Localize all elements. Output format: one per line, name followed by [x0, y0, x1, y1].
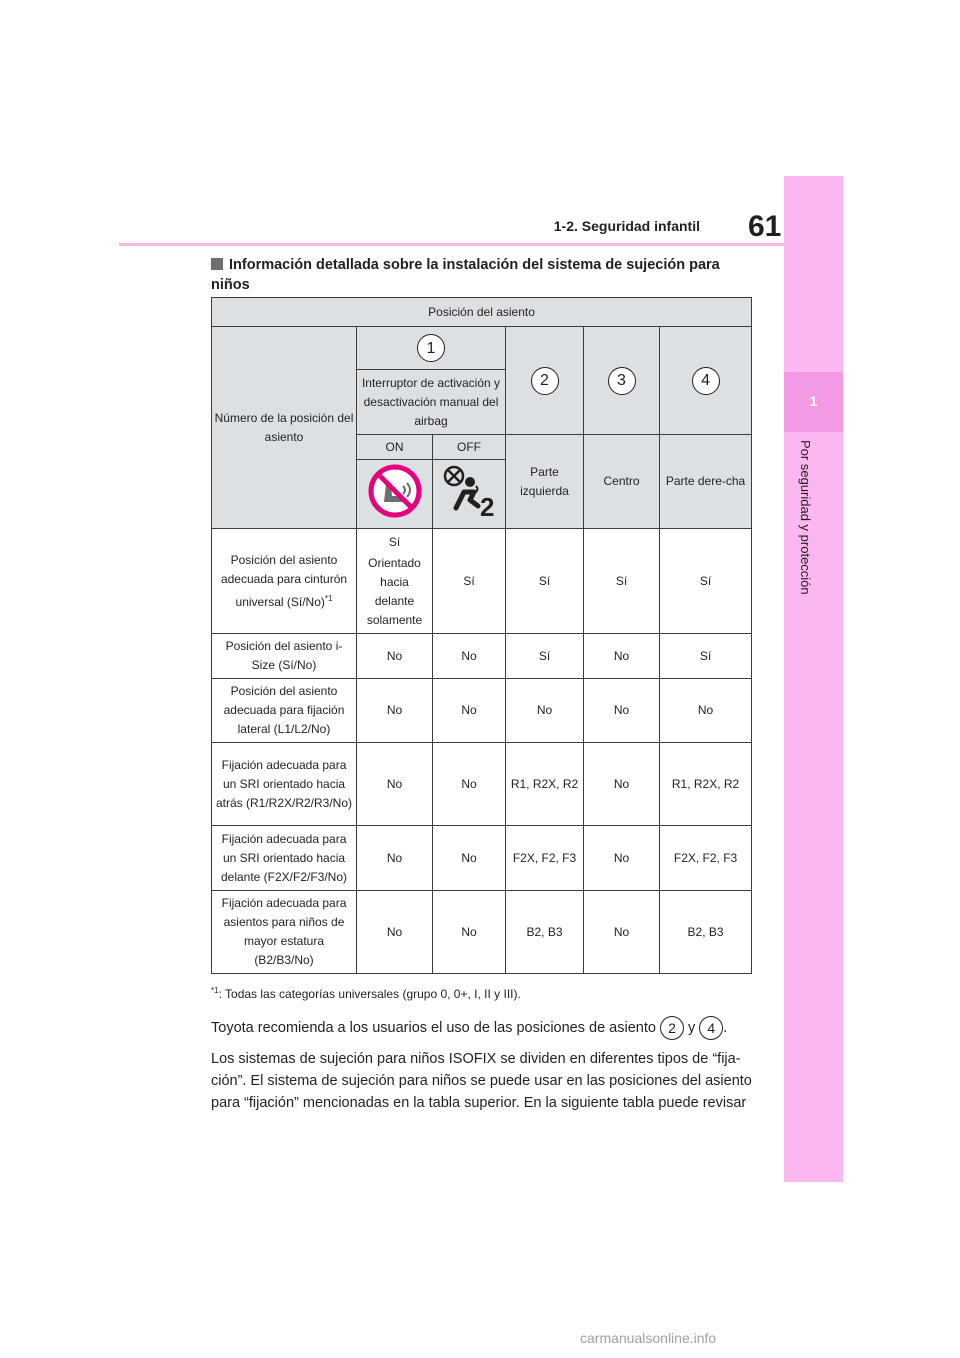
airbag-on-prohibited-icon — [366, 462, 424, 520]
cell-right: Sí — [660, 634, 752, 679]
cell-left: Sí — [506, 529, 584, 634]
cell-center: Sí — [584, 529, 660, 634]
cell-on — [357, 529, 433, 634]
side-tab-label: Por seguridad y protección — [798, 440, 813, 595]
recommendation-paragraph — [211, 1016, 756, 1040]
recommendation-and: y — [688, 1019, 696, 1036]
cell-left: F2X, F2, F3 — [506, 826, 584, 891]
header-seat-1 — [357, 327, 506, 370]
recommendation-text: Toyota recomienda a los usuarios el uso de las posiciones de asiento — [211, 1019, 656, 1036]
cell-on: No — [357, 891, 433, 974]
row-label — [212, 529, 357, 634]
cell-right: B2, B3 — [660, 891, 752, 974]
table-header-row — [212, 298, 752, 327]
side-tab — [784, 176, 843, 1182]
cell-on: No — [357, 743, 433, 826]
seat-4-number: 4 — [692, 367, 720, 395]
footnote-mark: *1 — [211, 986, 219, 995]
cell-off: Sí — [433, 529, 506, 634]
table-row — [212, 891, 752, 974]
row-label: Fijación adecuada para un SRI orientado hacia atrás (R1/R2X/R2/R3/No) — [212, 743, 357, 826]
cell-center: No — [584, 634, 660, 679]
cell-on: No — [357, 679, 433, 743]
square-bullet-icon — [211, 258, 223, 270]
header-right: Parte dere-cha — [660, 435, 752, 529]
header-seat-4 — [660, 327, 752, 435]
section-title-text: Información detallada sobre la instalación del sistema de sujeción para niños — [211, 257, 720, 293]
header-left: Parte izquierda — [506, 435, 584, 529]
row-label: Posición del asiento i-Size (Sí/No) — [212, 634, 357, 679]
cell-center: No — [584, 679, 660, 743]
cell-on-value: Sí — [388, 534, 401, 549]
recommendation-end: . — [723, 1019, 728, 1036]
header-off-icon-cell — [433, 460, 506, 529]
header-on-icon-cell — [357, 460, 433, 529]
seat-2-number: 2 — [531, 367, 559, 395]
cell-center: No — [584, 743, 660, 826]
cell-center: No — [584, 826, 660, 891]
chapter-heading: 1-2. Seguridad infantil — [553, 218, 700, 234]
footnote-ref: *1 — [324, 593, 333, 603]
cell-center: No — [584, 891, 660, 974]
header-on: ON — [357, 435, 433, 460]
cell-on: No — [357, 634, 433, 679]
row-label: Posición del asiento adecuada para fijación lateral (L1/L2/No) — [212, 679, 357, 743]
cell-right: No — [660, 679, 752, 743]
header-seat-3 — [584, 327, 660, 435]
cell-right: R1, R2X, R2 — [660, 743, 752, 826]
header-seat-position: Posición del asiento — [212, 298, 752, 327]
cell-left: Sí — [506, 634, 584, 679]
table-row — [212, 529, 752, 634]
cell-left: B2, B3 — [506, 891, 584, 974]
seat-3-number: 3 — [608, 367, 636, 395]
header-center: Centro — [584, 435, 660, 529]
cell-left: No — [506, 679, 584, 743]
footnote-text: : Todas las categorías universales (grupo 0, 0+, I, II y III). — [218, 987, 521, 1001]
header-airbag-switch: Interruptor de activación y desactivación manual del airbag — [357, 370, 506, 435]
airbag-off-icon-digit: 2 — [480, 492, 495, 520]
watermark: carmanualsonline.info — [580, 1330, 717, 1346]
isofix-paragraph: Los sistemas de sujeción para niños ISOFIX se dividen en diferentes tipos de “fija-ción”. El sistema de sujeción para niños se puede usar en las posiciones del asiento para “fijación” mencionadas en la tabla superior. En la siguiente tabla puede revisar — [211, 1051, 752, 1111]
row-label: Fijación adecuada para un SRI orientado hacia delante (F2X/F2/F3/No) — [212, 826, 357, 891]
cell-off: No — [433, 679, 506, 743]
table-row — [212, 826, 752, 891]
cell-off: No — [433, 743, 506, 826]
section-title — [211, 255, 751, 295]
header-rule — [119, 243, 784, 246]
cell-off: No — [433, 634, 506, 679]
table-row — [212, 679, 752, 743]
table-header-row — [212, 327, 752, 370]
cell-left: R1, R2X, R2 — [506, 743, 584, 826]
seat-2-symbol: 2 — [660, 1016, 684, 1040]
cell-off: No — [433, 826, 506, 891]
side-tab-number: 1 — [809, 393, 818, 409]
table-row — [212, 634, 752, 679]
header-off: OFF — [433, 435, 506, 460]
cell-right: F2X, F2, F3 — [660, 826, 752, 891]
seat-1-number: 1 — [417, 334, 445, 362]
cell-on: No — [357, 826, 433, 891]
cell-off: No — [433, 891, 506, 974]
seat-table — [211, 297, 752, 974]
seat-4-symbol: 4 — [699, 1016, 723, 1040]
row-label-text: Posición del asiento adecuada para cinturón universal (Sí/No) — [220, 552, 348, 609]
airbag-off-icon — [440, 462, 498, 520]
header-seat-2 — [506, 327, 584, 435]
page-number: 61 — [748, 210, 782, 243]
header-seat-number-label: Número de la posición del asiento — [212, 327, 357, 529]
table-row — [212, 743, 752, 826]
footnote — [211, 986, 521, 1001]
cell-on-note: Orientado hacia delante solamente — [366, 555, 423, 627]
row-label: Fijación adecuada para asientos para niños de mayor estatura (B2/B3/No) — [212, 891, 357, 974]
cell-right: Sí — [660, 529, 752, 634]
